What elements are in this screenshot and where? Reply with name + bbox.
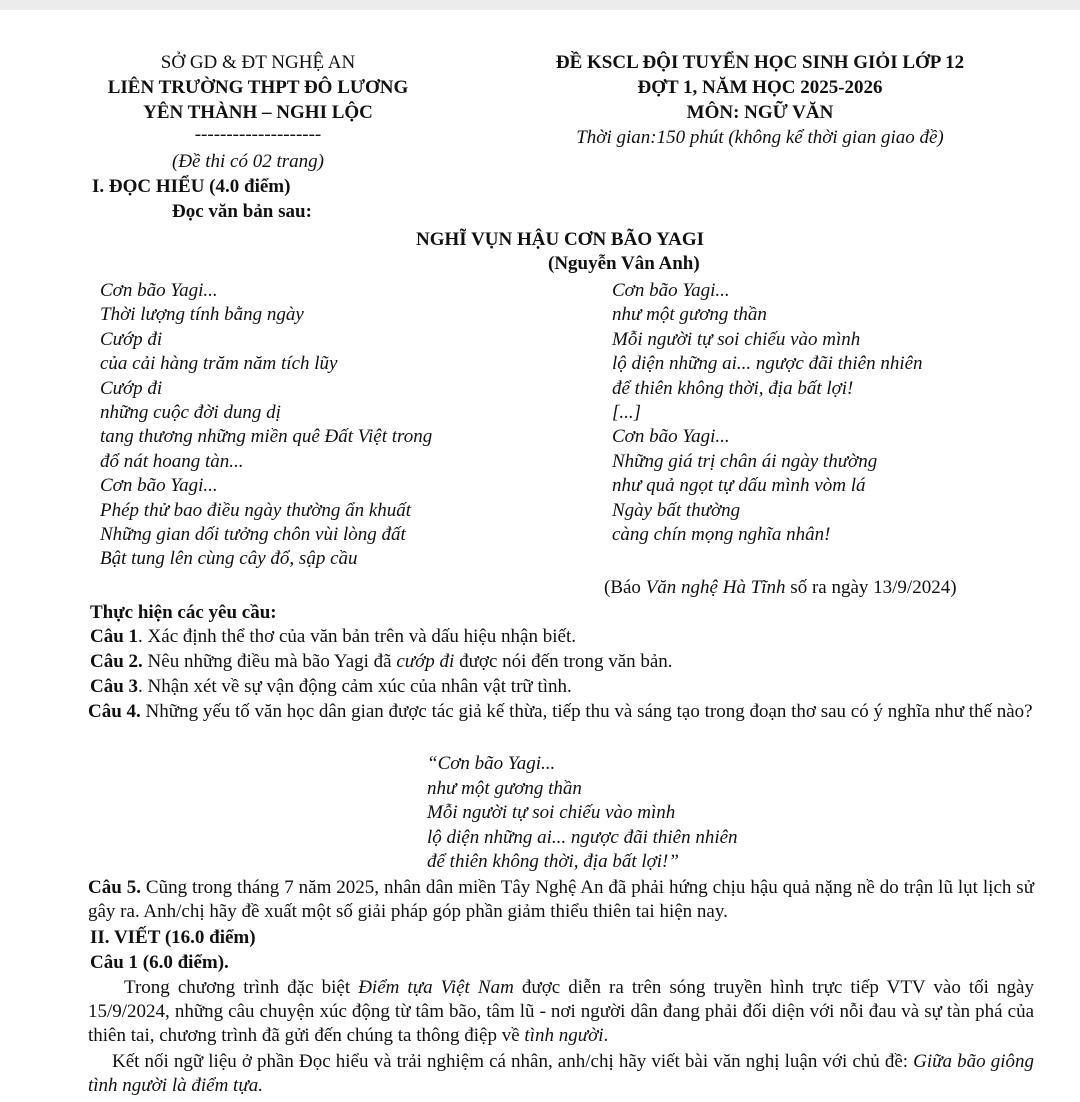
question-2 xyxy=(90,650,673,674)
quote-line: “Cơn bão Yagi... xyxy=(427,753,556,774)
quote-line: Mỗi người tự soi chiếu vào mình xyxy=(427,802,676,824)
poem-line: những cuộc đời dung dị xyxy=(100,402,281,424)
exam-time-note: Thời gian:150 phút (không kể thời gian giao đề) xyxy=(576,127,944,148)
poem-line: Thời lượng tính bằng ngày xyxy=(100,304,304,326)
paragraph-1-part-c: được diễn ra trên sóng truyền hình trực tiếp VTV vào tối ngày 15/9/2024, những câu chuyện xúc động từ tâm bão, tâm lũ - nơi người dân đang phải đối diện với nỗi đau và sự tàn phá của thiên tai, chương trình đã gửi đến chúng ta thông điệp về xyxy=(88,977,1034,1046)
message-phrase: tình người xyxy=(524,1025,604,1046)
poem-line: như quả ngọt tự dấu mình vòm lá xyxy=(612,475,866,497)
poem-source-name: Văn nghệ Hà Tĩnh xyxy=(645,577,786,598)
poem-title: NGHĨ VỤN HẬU CƠN BÃO YAGI xyxy=(415,229,705,250)
program-name: Điểm tựa Việt Nam xyxy=(358,977,514,998)
question-4-label: Câu 4. xyxy=(88,701,141,722)
question-3-text: . Nhận xét về sự vận động cảm xúc của nhân vật trữ tình. xyxy=(138,676,572,697)
paragraph-2-part-a: Kết nối ngữ liệu ở phần Đọc hiểu và trải nghiệm cá nhân, anh/chị hãy viết bài văn nghị luận với chủ đề: xyxy=(112,1051,914,1072)
requirements-heading: Thực hiện các yêu cầu: xyxy=(90,602,277,623)
question-1 xyxy=(90,625,576,649)
exam-round: ĐỢT 1, NĂM HỌC 2025-2026 xyxy=(637,77,883,98)
question-2-text-pre: Nêu những điều mà bão Yagi đã xyxy=(142,651,397,672)
poem-line: Những gian dối tưởng chôn vùi lòng đất xyxy=(100,524,406,546)
poem-left-column xyxy=(100,279,432,572)
poem-line: Mỗi người tự soi chiếu vào mình xyxy=(612,328,861,350)
question-4 xyxy=(88,700,1034,724)
poem-line: Cơn bão Yagi... xyxy=(612,426,730,448)
poem-right-column xyxy=(612,279,923,547)
question-4-quote xyxy=(427,752,738,875)
reading-instruction: Đọc văn bản sau: xyxy=(172,201,312,222)
poem-line: lộ diện những ai... ngược đãi thiên nhiên xyxy=(612,353,923,375)
department-name: SỞ GD & ĐT NGHỆ AN xyxy=(160,52,356,73)
question-4-text: Những yếu tố văn học dân gian được tác giả kế thừa, tiếp thu và sáng tạo trong đoạn thơ sau có ý nghĩa như thế nào? xyxy=(140,701,1033,722)
poem-line: [...] xyxy=(612,402,642,424)
poem-line: Cơn bão Yagi... xyxy=(100,475,218,497)
poem-source-pre: (Báo xyxy=(604,577,646,598)
quote-line: như một gương thần xyxy=(427,777,582,799)
quote-line: lộ diện những ai... ngược đãi thiên nhiên xyxy=(427,826,738,848)
section2-heading: II. VIẾT (16.0 điểm) xyxy=(90,927,256,948)
paragraph-1-part-a: Trong chương trình đặc biệt xyxy=(124,977,359,998)
question-5 xyxy=(88,876,1034,924)
poem-line: tang thương những miền quê Đất Việt trong xyxy=(100,426,433,448)
school-cluster-name: LIÊN TRƯỜNG THPT ĐÔ LƯƠNG xyxy=(107,77,409,98)
poem-line: Ngày bất thường xyxy=(612,499,741,521)
question-1-text: . Xác định thể thơ của văn bản trên và dấu hiệu nhận biết. xyxy=(138,626,576,647)
paragraph-1-end: . xyxy=(603,1025,609,1046)
exam-title: ĐỀ KSCL ĐỘI TUYỂN HỌC SINH GIỎI LỚP 12 xyxy=(555,52,965,73)
exam-subject: MÔN: NGỮ VĂN xyxy=(686,102,834,123)
header-right xyxy=(480,50,1040,151)
poem-line: đổ nát hoang tàn... xyxy=(100,450,244,472)
section2-paragraph-1 xyxy=(88,976,1034,1048)
poem-source-post: số ra ngày 13/9/2024) xyxy=(785,577,957,598)
poem-line: của cải hàng trăm năm tích lũy xyxy=(100,353,338,375)
poem-line: như một gương thần xyxy=(612,304,767,326)
poem-line: để thiên không thời, địa bất lợi! xyxy=(612,377,854,399)
poem-line: Cướp đi xyxy=(100,377,163,399)
header-left xyxy=(78,50,438,145)
poem-line: Phép thử bao điều ngày thường ẩn khuất xyxy=(100,499,412,521)
essay-topic: Giữa bão giông tình người là điểm tựa. xyxy=(88,1051,1034,1096)
poem-line: càng chín mọng nghĩa nhân! xyxy=(612,524,831,546)
poem-author: (Nguyễn Vân Anh) xyxy=(548,253,700,274)
question-5-label: Câu 5. xyxy=(88,877,141,898)
section1-heading: I. ĐỌC HIỂU (4.0 điểm) xyxy=(92,176,291,197)
section2-question-1-heading: Câu 1 (6.0 điểm). xyxy=(90,952,229,973)
header-divider: -------------------- xyxy=(194,124,322,145)
question-3 xyxy=(90,675,572,699)
top-edge-bar xyxy=(0,0,1080,10)
section2-paragraph-2 xyxy=(88,1050,1034,1098)
poem-line: Cơn bão Yagi... xyxy=(100,280,218,301)
question-2-text-post: được nói đến trong văn bản. xyxy=(454,651,673,672)
question-3-label: Câu 3 xyxy=(90,676,139,697)
question-1-label: Câu 1 xyxy=(90,626,139,647)
poem-line: Những giá trị chân ái ngày thường xyxy=(612,450,878,472)
poem-source xyxy=(604,576,957,600)
school-cluster-locations: YÊN THÀNH – NGHI LỘC xyxy=(143,102,373,123)
question-2-label: Câu 2. xyxy=(90,651,143,672)
poem-line: Cơn bão Yagi... xyxy=(612,280,730,301)
quote-line: để thiên không thời, địa bất lợi!” xyxy=(427,851,679,873)
poem-line: Bật tung lên cùng cây đổ, sập cầu xyxy=(100,548,358,570)
question-2-text-italic: cướp đi xyxy=(396,651,455,672)
pages-note: (Đề thi có 02 trang) xyxy=(172,151,324,172)
question-5-text: Cũng trong tháng 7 năm 2025, nhân dân miền Tây Nghệ An đã phải hứng chịu hậu quả nặng nề do trận lũ lụt lịch sử gây ra. Anh/chị hãy đề xuất một số giải pháp góp phần giảm thiểu thiên tai hiện nay. xyxy=(88,877,1035,922)
poem-line: Cướp đi xyxy=(100,328,163,350)
